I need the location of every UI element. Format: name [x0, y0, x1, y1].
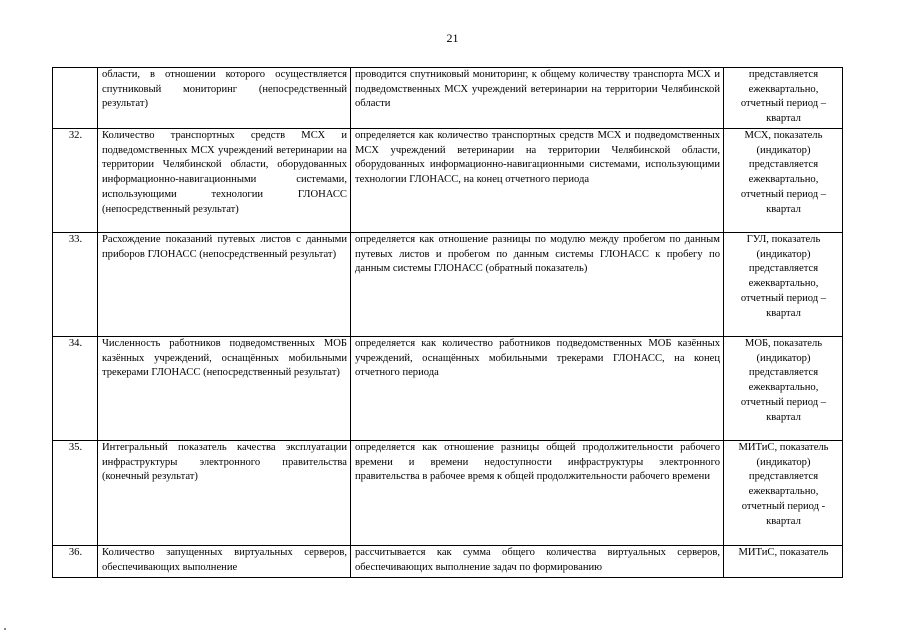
reporting-info: МИТиС, показатель (индикатор) представляется ежеквартально, отчетный период - квартал [724, 441, 843, 546]
table-row [53, 337, 843, 441]
indicator-name: области, в отношении которого осуществляется спутниковый мониторинг (непосредственный результат) [98, 68, 351, 129]
table-row [53, 68, 843, 129]
row-number [53, 68, 98, 129]
row-number: 34. [53, 337, 98, 441]
reporting-info: МИТиС, показатель [724, 546, 843, 578]
reporting-info: ГУЛ, показатель (индикатор) представляется ежеквартально, отчетный период – квартал [724, 233, 843, 337]
table-row [53, 441, 843, 546]
indicator-name: Количество транспортных средств МСХ и подведомственных МСХ учреждений ветеринарии на территории Челябинской области, оборудованных информационно-навигационными системами, использующими технологии ГЛОНАСС (непосредственный результат) [98, 129, 351, 233]
page-number: 21 [446, 31, 459, 45]
row-number: 33. [53, 233, 98, 337]
indicator-name: Расхождение показаний путевых листов с данными приборов ГЛОНАСС (непосредственный результат) [98, 233, 351, 337]
calculation-method: определяется как количество работников подведомственных МОБ казённых учреждений, оснащённых мобильными трекерами ГЛОНАСС, на конец отчетного периода [351, 337, 724, 441]
reporting-info: МСХ, показатель (индикатор) представляется ежеквартально, отчетный период – квартал [724, 129, 843, 233]
row-number: 32. [53, 129, 98, 233]
indicator-name: Численность работников подведомственных МОБ казённых учреждений, оснащённых мобильными трекерами ГЛОНАСС (непосредственный результат) [98, 337, 351, 441]
reporting-info: представляется ежеквартально, отчетный период – квартал [724, 68, 843, 129]
calculation-method: определяется как количество транспортных средств МСХ и подведомственных МСХ учреждений ветеринарии на территории Челябинской области, оборудованных информационно-навигационными системами, использующими технологии ГЛОНАСС, на конец отчетного периода [351, 129, 724, 233]
row-number: 36. [53, 546, 98, 578]
indicator-name: Интегральный показатель качества эксплуатации инфраструктуры электронного правительства (конечный результат) [98, 441, 351, 546]
table-row [53, 233, 843, 337]
row-number: 35. [53, 441, 98, 546]
table-row [53, 129, 843, 233]
indicator-name: Количество запущенных виртуальных серверов, обеспечивающих выполнение [98, 546, 351, 578]
table-row [53, 546, 843, 578]
calculation-method: рассчитывается как сумма общего количества виртуальных серверов, обеспечивающих выполнение задач по формированию [351, 546, 724, 578]
calculation-method: определяется как отношение разницы общей продолжительности рабочего времени и времени недоступности инфраструктуры электронного правительства в рабочее время к общей продолжительности рабочего времени [351, 441, 724, 546]
reporting-info: МОБ, показатель (индикатор) представляется ежеквартально, отчетный период – квартал [724, 337, 843, 441]
indicators-table [52, 67, 843, 578]
calculation-method: проводится спутниковый мониторинг, к общему количеству транспорта МСХ и подведомственных МСХ учреждений ветеринарии на территории Челябинской области [351, 68, 724, 129]
scan-artifact [4, 628, 6, 630]
calculation-method: определяется как отношение разницы по модулю между пробегом по данным путевых листов и пробегом по данным системы ГЛОНАСС к пробегу по данным системы ГЛОНАСС (обратный показатель) [351, 233, 724, 337]
